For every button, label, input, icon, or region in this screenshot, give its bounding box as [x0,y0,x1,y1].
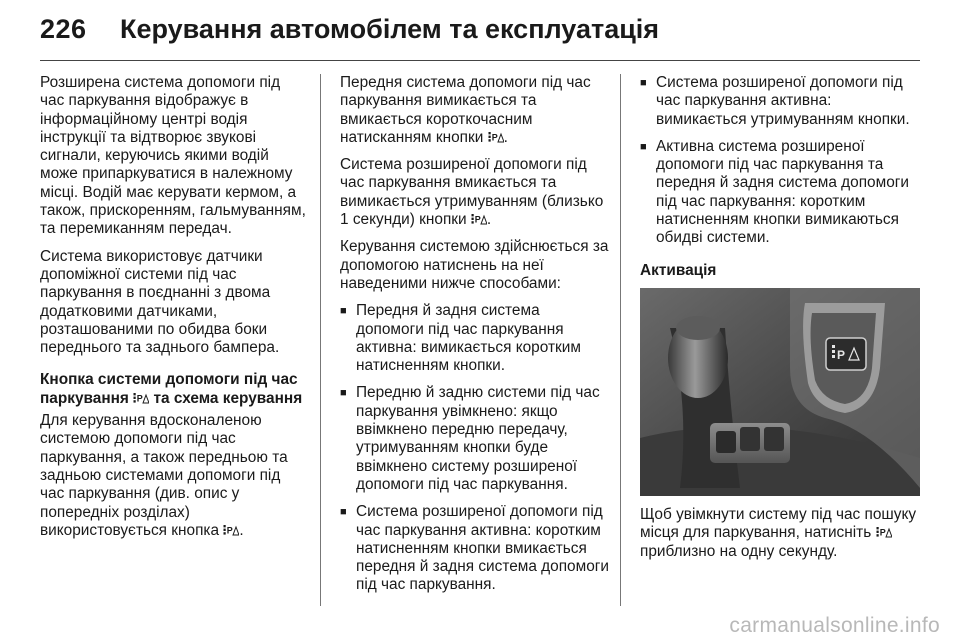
column-divider-2 [620,74,621,606]
bullet-icon: ■ [340,305,347,318]
list-item: ■ Система розширеної допомоги під час паркування активна: коротким натисненням кнопки вмикається передня й задня система допомоги під час паркування. [340,503,609,594]
paragraph-sensors: Система використовує датчики допоміжної системи під час паркування в поєднанні з двома додатковими датчиками, розташованими по обидва боки переднього та заднього бампера. [40,247,280,357]
watermark: carmanualsonline.info [729,614,940,637]
list-item: ■ Передня й задня система допомоги під час паркування активна: вимикається коротким натисненням кнопки. [340,302,581,375]
paragraph-front-toggle: Передня система допомоги під час паркування вимикається та вмикається короткочасним натисканням кнопки . [340,74,591,146]
column-1 [40,74,308,549]
parking-assist-button-icon [223,524,239,536]
column-2 [340,74,610,604]
header-divider [40,60,920,61]
console-photo [640,288,920,496]
page-header [40,14,659,54]
paragraph-control: Для керування вдосконаленою системою допомоги під час паркування, а також передньою та задньою системами допомоги під час паркування (див. опис у попередніх розділах) використовується кнопка . [40,412,288,539]
parking-assist-button-icon [133,392,149,404]
bullet-icon: ■ [640,77,647,89]
bullet-icon: ■ [340,506,347,519]
photo-caption: Щоб увімкнути систему під час пошуку місця для паркування, натисніть приблизно на одну секунду. [640,505,917,560]
list-item: ■ Передню й задню системи під час паркування увімкнено: якщо ввімкнено передню передачу, утримуванням кнопки буде ввімкнено систему розширеної допомоги під час паркування. [340,384,600,493]
paragraph-modes: Керування системою здійснюється за допомогою натиснень на неї наведеними нижче способами: [340,238,609,292]
column-3 [640,74,920,570]
bullet-icon: ■ [640,140,647,153]
list-item: ■ Активна система розширеної допомоги під час паркування та передня й задня система допомоги під час паркування: коротким натисненням кнопки вимикаються обидві системи. [640,137,909,247]
section-heading-activation: Активація [640,261,717,279]
paragraph-intro: Розширена система допомоги під час паркування відображує в інформаційному центрі водія інструкції та відтворює звукові сигнали, керуючись якими водій може припаркуватися в належному місці. Водій має керувати кермом, а також, прискоренням, гальмуванням, та перемиканням передач. [40,74,306,238]
svg-text:P: P [837,347,846,362]
parking-assist-button-icon [471,213,487,225]
page-title: Керування автомобілем та експлуатація [120,14,660,44]
section-heading-button: Кнопка системи допомоги під час паркування та схема керування [40,371,303,407]
parking-assist-button-icon [488,131,504,143]
list-item: ■ Система розширеної допомоги під час паркування активна: вимикається утримуванням кнопки. [640,74,910,128]
bullet-icon: ■ [340,387,347,400]
column-divider-1 [320,74,321,606]
page-number: 226 [40,14,87,44]
parking-assist-button-icon [876,526,892,538]
paragraph-advanced-toggle: Система розширеної допомоги під час паркування вмикається та вимикається утримуванням (близько 1 секунди) кнопки . [340,156,604,229]
